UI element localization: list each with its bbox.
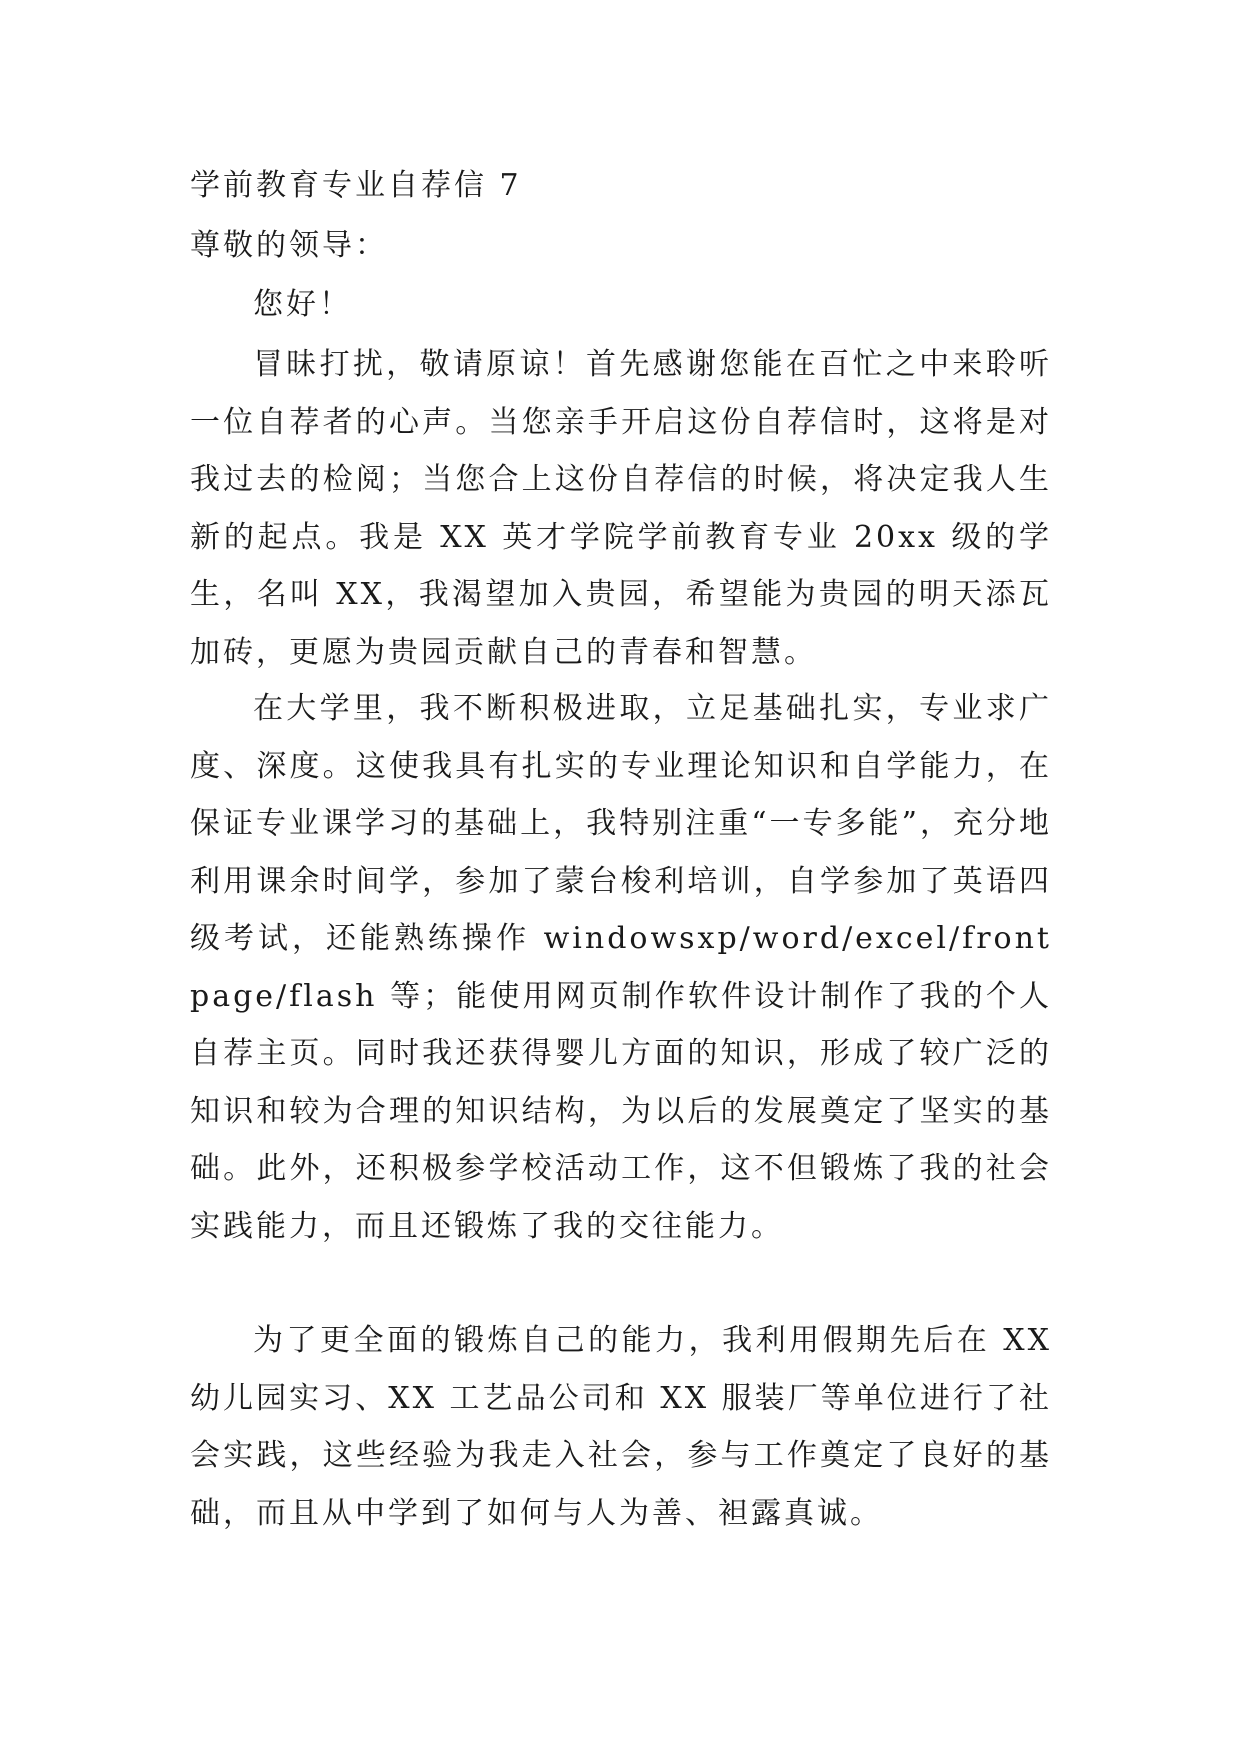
paragraph-2: 在大学里，我不断积极进取，立足基础扎实，专业求广度、深度。这使我具有扎实的专业理论知识和自学能力，在保证专业课学习的基础上，我特别注重“一专多能”，充分地利用课余时间学，参加了蒙台梭利培训，自学参加了英语四级考试，还能熟练操作 windowsxp/word/excel/frontpage/flash 等；能使用网页制作软件设计制作了我的个人自荐主页。同时我还获得婴儿方面的知识，形成了较广泛的知识和较为合理的知识结构，为以后的发展奠定了坚实的基础。此外，还积极参学校活动工作，这不但锻炼了我的社会实践能力，而且还锻炼了我的交往能力。 bbox=[190, 691, 1052, 1244]
salutation: 尊敬的领导： bbox=[190, 228, 388, 263]
document-title: 学前教育专业自荐信 7 bbox=[190, 168, 522, 203]
paragraph-3: 为了更全面的锻炼自己的能力，我利用假期先后在 XX 幼儿园实习、XX 工艺品公司和 XX 服装厂等单位进行了社会实践，这些经验为我走入社会，参与工作奠定了良好的基础，而且从中学到了如何与人为善、袒露真诚。 bbox=[190, 1323, 1052, 1531]
greeting: 您好！ bbox=[253, 287, 352, 322]
paragraph-1: 冒昧打扰，敬请原谅！首先感谢您能在百忙之中来聆听一位自荐者的心声。当您亲手开启这份自荐信时，这将是对我过去的检阅；当您合上这份自荐信的时候，将决定我人生新的起点。我是 XX 英才学院学前教育专业 20xx 级的学生，名叫 XX，我渴望加入贵园，希望能为贵园的明天添瓦加砖，更愿为贵园贡献自己的青春和智慧。 bbox=[190, 347, 1052, 670]
